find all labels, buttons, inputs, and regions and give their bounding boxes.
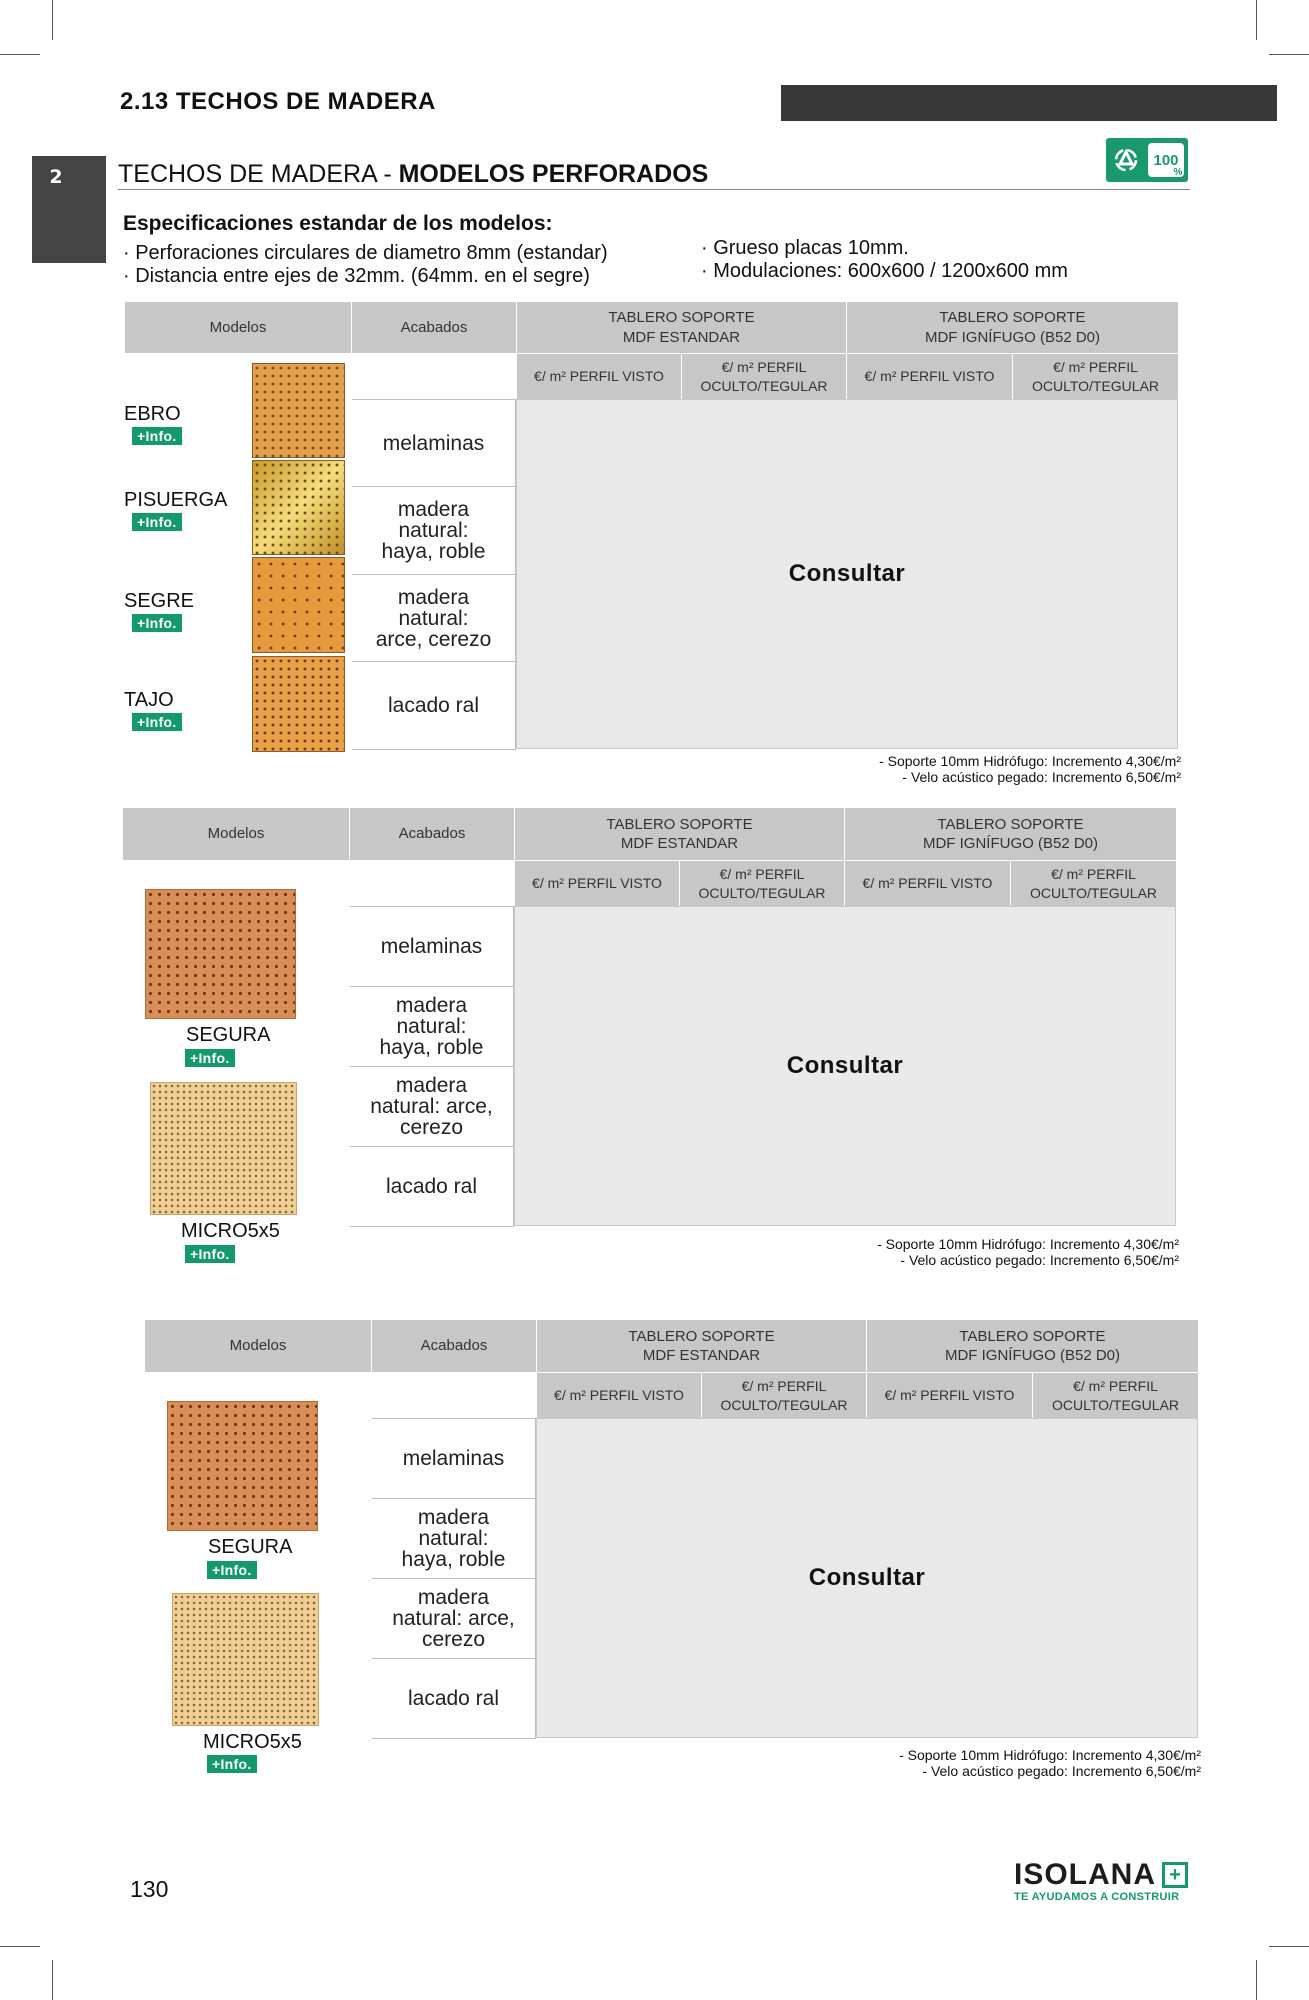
segura-swatch: [167, 1401, 318, 1531]
header-mdf-fireproof: TABLERO SOPORTE MDF IGNÍFUGO (B52 D0): [847, 302, 1178, 353]
divider: [352, 749, 516, 750]
header-hidden-profile: €/ m² PERFIL OCULTO/TEGULAR: [680, 861, 844, 906]
price-cell: [536, 1418, 1198, 1738]
info-link-ebro[interactable]: +Info.: [132, 427, 182, 445]
crop-mark: [52, 1960, 53, 2000]
note-hydro: - Soporte 10mm Hidrófugo: Incremento 4,30€/m²: [879, 753, 1181, 769]
micro5x5-swatch: [150, 1082, 297, 1215]
info-link-segre[interactable]: +Info.: [132, 614, 182, 632]
specs-title: Especificaciones estandar de los modelos:: [123, 212, 553, 235]
section-title: 2.13 TECHOS DE MADERA: [120, 88, 436, 115]
header-hidden-profile: €/ m² PERFIL OCULTO/TEGULAR: [682, 354, 846, 399]
price-consult: Consultar: [808, 1564, 926, 1591]
header-hidden-profile: €/ m² PERFIL OCULTO/TEGULAR: [1033, 1373, 1198, 1418]
model-micro5x5: MICRO5x5: [203, 1731, 302, 1753]
spec-right-2: · Modulaciones: 600x600 / 1200x600 mm: [701, 260, 1068, 282]
finish-maple-cherry: madera natural: arce, cerezo: [392, 1586, 515, 1651]
info-link-pisuerga[interactable]: +Info.: [132, 513, 182, 531]
badge-unit: %: [1173, 167, 1183, 178]
pisuerga-swatch: [252, 460, 345, 555]
info-link-segura[interactable]: +Info.: [185, 1049, 235, 1067]
info-link-segura[interactable]: +Info.: [207, 1561, 257, 1579]
note-acoustic: - Velo acústico pegado: Incremento 6,50€/m²: [922, 1762, 1201, 1779]
note-1: [879, 754, 1181, 785]
micro5x5-swatch: [172, 1593, 319, 1726]
spec-left-1: · Perforaciones circulares de diametro 8mm (estandar): [123, 242, 608, 264]
info-link-micro5x5[interactable]: +Info.: [185, 1245, 235, 1263]
subtitle-bold: MODELOS PERFORADOS: [398, 160, 709, 188]
segura-swatch: [145, 889, 296, 1019]
model-micro5x5: MICRO5x5: [181, 1220, 280, 1242]
crop-mark: [0, 54, 40, 55]
header-mdf-fireproof: TABLERO SOPORTE MDF IGNÍFUGO (B52 D0): [845, 808, 1176, 860]
chapter-number: 2: [49, 166, 63, 188]
finish-maple-cherry: madera natural: arce, cerezo: [375, 585, 492, 651]
note-hydro: - Soporte 10mm Hidrófugo: Incremento 4,30€/m²: [899, 1747, 1201, 1763]
header-visible-profile: €/ m² PERFIL VISTO: [867, 1373, 1032, 1418]
header-bar: [781, 85, 1277, 121]
header-hidden-profile: €/ m² PERFIL OCULTO/TEGULAR: [1011, 861, 1176, 906]
tajo-swatch: [252, 656, 345, 752]
header-visible-profile: €/ m² PERFIL VISTO: [537, 1373, 701, 1418]
header-models: Modelos: [123, 808, 349, 860]
finish-melamine: melaminas: [382, 431, 485, 455]
header-visible-profile: €/ m² PERFIL VISTO: [845, 861, 1010, 906]
header-finishes: Acabados: [352, 302, 516, 353]
header-visible-profile: €/ m² PERFIL VISTO: [847, 354, 1012, 399]
price-consult: Consultar: [786, 1052, 904, 1079]
finish-beech-oak: madera natural: haya, roble: [401, 1506, 506, 1571]
brand-tagline: TE AYUDAMOS A CONSTRUIR: [1014, 1891, 1180, 1903]
crop-mark: [1256, 1960, 1257, 2000]
note-acoustic: - Velo acústico pegado: Incremento 6,50€/m²: [902, 768, 1181, 785]
header-hidden-profile: €/ m² PERFIL OCULTO/TEGULAR: [702, 1373, 866, 1418]
crop-mark: [1269, 1946, 1309, 1947]
finish-ral-lacquer: lacado ral: [407, 1687, 500, 1710]
header-hidden-profile: €/ m² PERFIL OCULTO/TEGULAR: [1013, 354, 1178, 399]
subtitle-rule: [118, 189, 1190, 190]
spec-right-1: · Grueso placas 10mm.: [701, 237, 909, 259]
finish-melamine: melaminas: [402, 1447, 505, 1470]
header-finishes: Acabados: [350, 808, 514, 860]
header-models: Modelos: [125, 302, 351, 353]
divider: [350, 1226, 514, 1227]
brand-plus-icon: +: [1162, 1862, 1188, 1888]
header-mdf-fireproof: TABLERO SOPORTE MDF IGNÍFUGO (B52 D0): [867, 1320, 1198, 1372]
header-models: Modelos: [145, 1320, 371, 1372]
finish-beech-oak: madera natural: haya, roble: [381, 498, 486, 563]
info-link-tajo[interactable]: +Info.: [132, 713, 182, 731]
header-mdf-standard: TABLERO SOPORTE MDF ESTANDAR: [537, 1320, 866, 1372]
finish-melamine: melaminas: [380, 935, 483, 958]
model-segura: SEGURA: [186, 1024, 271, 1046]
crop-mark: [0, 1946, 40, 1947]
brand-logo: ISOLANA: [1014, 1858, 1156, 1891]
header-mdf-standard: TABLERO SOPORTE MDF ESTANDAR: [515, 808, 844, 860]
header-mdf-standard: TABLERO SOPORTE MDF ESTANDAR: [517, 302, 846, 353]
badge-value: 100: [1153, 152, 1179, 169]
page-subtitle: [118, 160, 708, 189]
header-finishes: Acabados: [372, 1320, 536, 1372]
note-2: [877, 1237, 1179, 1268]
note-hydro: - Soporte 10mm Hidrófugo: Incremento 4,30€/m²: [877, 1236, 1179, 1252]
header-visible-profile: €/ m² PERFIL VISTO: [517, 354, 681, 399]
finish-maple-cherry: madera natural: arce, cerezo: [370, 1074, 493, 1139]
spec-left-2: · Distancia entre ejes de 32mm. (64mm. en el segre): [123, 265, 590, 287]
model-pisuerga: PISUERGA: [124, 489, 228, 511]
subtitle-light: TECHOS DE MADERA -: [118, 160, 399, 188]
crop-mark: [52, 0, 53, 40]
note-3: [899, 1748, 1201, 1779]
price-cell: [516, 399, 1178, 749]
info-link-micro5x5[interactable]: +Info.: [207, 1755, 257, 1773]
model-segre: SEGRE: [124, 590, 195, 612]
recycle-icon: [1106, 138, 1188, 182]
crop-mark: [1269, 54, 1309, 55]
ebro-swatch: [252, 363, 345, 458]
model-ebro: EBRO: [124, 403, 181, 425]
price-consult: Consultar: [788, 560, 906, 587]
page-number: 130: [130, 1876, 169, 1902]
note-acoustic: - Velo acústico pegado: Incremento 6,50€/m²: [900, 1251, 1179, 1268]
finish-beech-oak: madera natural: haya, roble: [379, 994, 484, 1059]
model-segura: SEGURA: [208, 1536, 293, 1558]
crop-mark: [1256, 0, 1257, 40]
chapter-tab: [32, 156, 106, 263]
finish-ral-lacquer: lacado ral: [387, 694, 480, 717]
header-visible-profile: €/ m² PERFIL VISTO: [515, 861, 679, 906]
segre-swatch: [252, 557, 345, 653]
model-tajo: TAJO: [124, 689, 174, 711]
price-cell: [514, 906, 1176, 1226]
finish-ral-lacquer: lacado ral: [385, 1175, 478, 1198]
divider: [372, 1738, 536, 1739]
